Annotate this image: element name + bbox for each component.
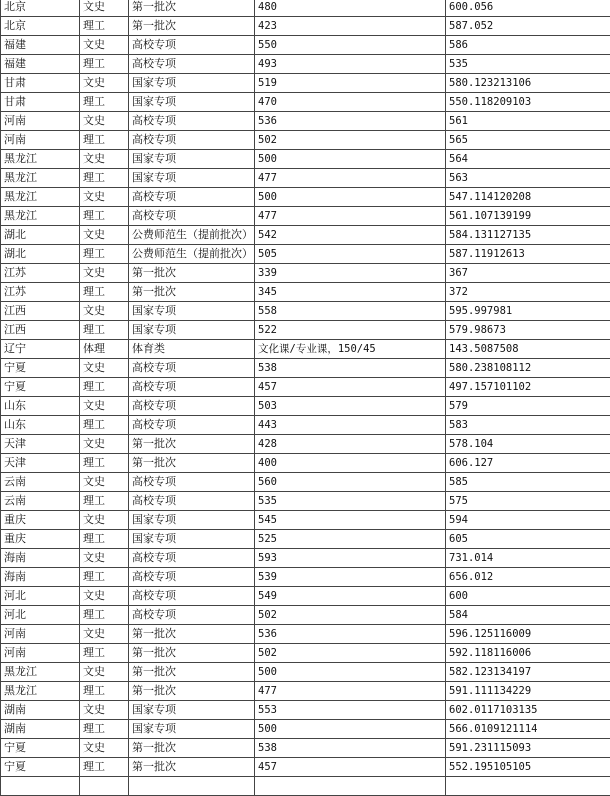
province-cell: 山东: [1, 397, 80, 416]
province-cell: 福建: [1, 55, 80, 74]
table-row: [1, 359, 610, 378]
subject-cell: 理工: [80, 758, 129, 777]
score-cell: 552.195105105: [446, 758, 610, 777]
control-line-cell: 535: [255, 492, 446, 511]
subject-cell: 文史: [80, 264, 129, 283]
table-row: [1, 492, 610, 511]
province-cell: 黑龙江: [1, 188, 80, 207]
score-cell: 585: [446, 473, 610, 492]
control-line-cell: 502: [255, 131, 446, 150]
province-cell: 黑龙江: [1, 207, 80, 226]
province-cell: 海南: [1, 549, 80, 568]
control-line-cell: 558: [255, 302, 446, 321]
control-line-cell: 文化课/专业课，150/45: [255, 340, 446, 359]
score-cell: 561.107139199: [446, 207, 610, 226]
batch-cell: 国家专项: [129, 169, 255, 188]
subject-cell: 文史: [80, 302, 129, 321]
subject-cell: 理工: [80, 644, 129, 663]
batch-cell: 国家专项: [129, 150, 255, 169]
subject-cell: 理工: [80, 131, 129, 150]
table-row: [1, 435, 610, 454]
score-cell: 561: [446, 112, 610, 131]
score-cell: 594: [446, 511, 610, 530]
control-line-cell: 477: [255, 169, 446, 188]
batch-cell: 高校专项: [129, 549, 255, 568]
control-line-cell: 519: [255, 74, 446, 93]
control-line-cell: 400: [255, 454, 446, 473]
subject-cell: 文史: [80, 112, 129, 131]
table-row: [1, 511, 610, 530]
province-cell: 湖北: [1, 226, 80, 245]
batch-cell: 第一批次: [129, 283, 255, 302]
subject-cell: 理工: [80, 93, 129, 112]
control-line-cell: 502: [255, 644, 446, 663]
control-line-cell: 480: [255, 0, 446, 17]
score-cell: 367: [446, 264, 610, 283]
province-cell: 黑龙江: [1, 150, 80, 169]
control-line-cell: 550: [255, 36, 446, 55]
score-cell: 595.997981: [446, 302, 610, 321]
table-row: [1, 302, 610, 321]
control-line-cell: 500: [255, 663, 446, 682]
table-row: [1, 701, 610, 720]
batch-cell: 第一批次: [129, 264, 255, 283]
control-line-cell: 522: [255, 321, 446, 340]
subject-cell: 理工: [80, 454, 129, 473]
table-row: [1, 112, 610, 131]
province-cell: 重庆: [1, 530, 80, 549]
province-cell: 黑龙江: [1, 169, 80, 188]
table-row: [1, 397, 610, 416]
subject-cell: 理工: [80, 169, 129, 188]
table-row: [1, 74, 610, 93]
subject-cell: 文史: [80, 397, 129, 416]
control-line-cell: 536: [255, 625, 446, 644]
control-line-cell: 470: [255, 93, 446, 112]
table-row: [1, 283, 610, 302]
control-line-cell: 503: [255, 397, 446, 416]
table-row: [1, 587, 610, 606]
table-row: [1, 264, 610, 283]
table-row: [1, 758, 610, 777]
score-cell: 565: [446, 131, 610, 150]
control-line-cell: 423: [255, 17, 446, 36]
table-row: [1, 625, 610, 644]
score-cell: 602.0117103135: [446, 701, 610, 720]
batch-cell: 高校专项: [129, 378, 255, 397]
control-line-cell: 477: [255, 682, 446, 701]
score-cell: 592.118116006: [446, 644, 610, 663]
table-row: [1, 416, 610, 435]
control-line-cell: 500: [255, 188, 446, 207]
control-line-cell: 542: [255, 226, 446, 245]
province-cell: 海南: [1, 568, 80, 587]
batch-cell: 高校专项: [129, 188, 255, 207]
subject-cell: 文史: [80, 150, 129, 169]
table-row: [1, 549, 610, 568]
subject-cell: 理工: [80, 682, 129, 701]
batch-cell: 高校专项: [129, 36, 255, 55]
score-cell: 497.157101102: [446, 378, 610, 397]
table-row: [1, 739, 610, 758]
score-cell: 587.052: [446, 17, 610, 36]
score-cell: 547.114120208: [446, 188, 610, 207]
batch-cell: 第一批次: [129, 454, 255, 473]
control-line-cell: 538: [255, 739, 446, 758]
batch-cell: 高校专项: [129, 606, 255, 625]
subject-cell: 文史: [80, 435, 129, 454]
subject-cell: 文史: [80, 701, 129, 720]
control-line-cell: 593: [255, 549, 446, 568]
subject-cell: 文史: [80, 587, 129, 606]
table-row: [1, 473, 610, 492]
province-cell: 云南: [1, 492, 80, 511]
batch-cell: 国家专项: [129, 321, 255, 340]
score-cell: [446, 777, 610, 796]
province-cell: 宁夏: [1, 378, 80, 397]
batch-cell: 第一批次: [129, 17, 255, 36]
batch-cell: 第一批次: [129, 625, 255, 644]
table-row: [1, 682, 610, 701]
control-line-cell: 457: [255, 378, 446, 397]
score-cell: 566.0109121114: [446, 720, 610, 739]
batch-cell: 第一批次: [129, 435, 255, 454]
score-cell: 606.127: [446, 454, 610, 473]
subject-cell: 理工: [80, 720, 129, 739]
table-row: [1, 454, 610, 473]
control-line-cell: 457: [255, 758, 446, 777]
score-cell: 579.98673: [446, 321, 610, 340]
batch-cell: 国家专项: [129, 530, 255, 549]
score-cell: 605: [446, 530, 610, 549]
score-cell: 550.118209103: [446, 93, 610, 112]
table-row: [1, 606, 610, 625]
table-row: [1, 131, 610, 150]
table-row: [1, 568, 610, 587]
province-cell: 云南: [1, 473, 80, 492]
subject-cell: 文史: [80, 226, 129, 245]
control-line-cell: 525: [255, 530, 446, 549]
score-cell: 587.11912613: [446, 245, 610, 264]
control-line-cell: 553: [255, 701, 446, 720]
subject-cell: 文史: [80, 511, 129, 530]
province-cell: 天津: [1, 454, 80, 473]
batch-cell: 国家专项: [129, 74, 255, 93]
subject-cell: 文史: [80, 36, 129, 55]
batch-cell: 高校专项: [129, 397, 255, 416]
batch-cell: 国家专项: [129, 302, 255, 321]
control-line-cell: 493: [255, 55, 446, 74]
score-cell: 579: [446, 397, 610, 416]
subject-cell: 理工: [80, 207, 129, 226]
table-row: [1, 169, 610, 188]
province-cell: 黑龙江: [1, 682, 80, 701]
batch-cell: 第一批次: [129, 663, 255, 682]
batch-cell: 第一批次: [129, 758, 255, 777]
control-line-cell: 536: [255, 112, 446, 131]
control-line-cell: 443: [255, 416, 446, 435]
province-cell: 江西: [1, 302, 80, 321]
batch-cell: 体育类: [129, 340, 255, 359]
province-cell: 宁夏: [1, 739, 80, 758]
score-cell: 535: [446, 55, 610, 74]
province-cell: 北京: [1, 0, 80, 17]
score-cell: 372: [446, 283, 610, 302]
province-cell: 河北: [1, 606, 80, 625]
province-cell: 北京: [1, 17, 80, 36]
control-line-cell: 505: [255, 245, 446, 264]
subject-cell: 理工: [80, 492, 129, 511]
score-cell: 564: [446, 150, 610, 169]
score-cell: 586: [446, 36, 610, 55]
batch-cell: 第一批次: [129, 739, 255, 758]
subject-cell: 理工: [80, 55, 129, 74]
score-cell: 583: [446, 416, 610, 435]
batch-cell: 国家专项: [129, 511, 255, 530]
score-cell: 582.123134197: [446, 663, 610, 682]
batch-cell: 高校专项: [129, 359, 255, 378]
control-line-cell: 345: [255, 283, 446, 302]
subject-cell: 理工: [80, 606, 129, 625]
score-table-body: [1, 0, 610, 796]
province-cell: 河北: [1, 587, 80, 606]
batch-cell: 高校专项: [129, 568, 255, 587]
batch-cell: 国家专项: [129, 720, 255, 739]
score-cell: 591.111134229: [446, 682, 610, 701]
score-cell: 600.056: [446, 0, 610, 17]
batch-cell: 公费师范生（提前批次）: [129, 226, 255, 245]
subject-cell: 理工: [80, 416, 129, 435]
control-line-cell: 500: [255, 150, 446, 169]
score-cell: 596.125116009: [446, 625, 610, 644]
subject-cell: 文史: [80, 74, 129, 93]
batch-cell: 国家专项: [129, 701, 255, 720]
province-cell: 重庆: [1, 511, 80, 530]
score-cell: 584.131127135: [446, 226, 610, 245]
batch-cell: 高校专项: [129, 131, 255, 150]
province-cell: 湖南: [1, 701, 80, 720]
province-cell: 河南: [1, 112, 80, 131]
province-cell: 宁夏: [1, 758, 80, 777]
subject-cell: 文史: [80, 473, 129, 492]
batch-cell: 第一批次: [129, 644, 255, 663]
batch-cell: 第一批次: [129, 682, 255, 701]
province-cell: 河南: [1, 644, 80, 663]
table-row: [1, 207, 610, 226]
province-cell: 江苏: [1, 283, 80, 302]
province-cell: 山东: [1, 416, 80, 435]
subject-cell: 文史: [80, 625, 129, 644]
subject-cell: 理工: [80, 530, 129, 549]
table-row: [1, 644, 610, 663]
province-cell: 江苏: [1, 264, 80, 283]
table-row: [1, 0, 610, 17]
table-row: [1, 36, 610, 55]
subject-cell: 文史: [80, 188, 129, 207]
table-row: [1, 777, 610, 796]
score-cell: 731.014: [446, 549, 610, 568]
control-line-cell: 428: [255, 435, 446, 454]
province-cell: 黑龙江: [1, 663, 80, 682]
subject-cell: 文史: [80, 359, 129, 378]
subject-cell: 理工: [80, 245, 129, 264]
subject-cell: 理工: [80, 17, 129, 36]
subject-cell: 文史: [80, 663, 129, 682]
province-cell: 河南: [1, 625, 80, 644]
control-line-cell: 502: [255, 606, 446, 625]
batch-cell: 高校专项: [129, 492, 255, 511]
score-cell: 580.238108112: [446, 359, 610, 378]
control-line-cell: 560: [255, 473, 446, 492]
batch-cell: 高校专项: [129, 416, 255, 435]
control-line-cell: 339: [255, 264, 446, 283]
batch-cell: 国家专项: [129, 93, 255, 112]
province-cell: 甘肃: [1, 93, 80, 112]
table-row: [1, 720, 610, 739]
table-row: [1, 150, 610, 169]
subject-cell: [80, 777, 129, 796]
batch-cell: 高校专项: [129, 112, 255, 131]
score-cell: 563: [446, 169, 610, 188]
batch-cell: 高校专项: [129, 587, 255, 606]
subject-cell: 理工: [80, 568, 129, 587]
province-cell: 宁夏: [1, 359, 80, 378]
table-row: [1, 93, 610, 112]
score-cell: 143.5087508: [446, 340, 610, 359]
subject-cell: 文史: [80, 549, 129, 568]
province-cell: 福建: [1, 36, 80, 55]
table-row: [1, 530, 610, 549]
table-row: [1, 245, 610, 264]
table-row: [1, 340, 610, 359]
table-row: [1, 17, 610, 36]
subject-cell: 文史: [80, 0, 129, 17]
batch-cell: 高校专项: [129, 55, 255, 74]
control-line-cell: 539: [255, 568, 446, 587]
batch-cell: 高校专项: [129, 473, 255, 492]
control-line-cell: 545: [255, 511, 446, 530]
province-cell: 甘肃: [1, 74, 80, 93]
subject-cell: 理工: [80, 283, 129, 302]
control-line-cell: 549: [255, 587, 446, 606]
control-line-cell: 538: [255, 359, 446, 378]
score-cell: 580.123213106: [446, 74, 610, 93]
table-row: [1, 55, 610, 74]
province-cell: 江西: [1, 321, 80, 340]
control-line-cell: [255, 777, 446, 796]
score-cell: 578.104: [446, 435, 610, 454]
table-row: [1, 226, 610, 245]
subject-cell: 理工: [80, 321, 129, 340]
score-cell: 600: [446, 587, 610, 606]
table-row: [1, 188, 610, 207]
province-cell: 河南: [1, 131, 80, 150]
score-cell: 656.012: [446, 568, 610, 587]
control-line-cell: 500: [255, 720, 446, 739]
subject-cell: 理工: [80, 378, 129, 397]
table-row: [1, 321, 610, 340]
province-cell: [1, 777, 80, 796]
province-cell: 辽宁: [1, 340, 80, 359]
table-row: [1, 378, 610, 397]
batch-cell: 高校专项: [129, 207, 255, 226]
province-cell: 湖北: [1, 245, 80, 264]
subject-cell: 文史: [80, 739, 129, 758]
batch-cell: 第一批次: [129, 0, 255, 17]
score-cell: 575: [446, 492, 610, 511]
province-cell: 湖南: [1, 720, 80, 739]
province-cell: 天津: [1, 435, 80, 454]
subject-cell: 体理: [80, 340, 129, 359]
table-row: [1, 663, 610, 682]
control-line-cell: 477: [255, 207, 446, 226]
score-cell: 591.231115093: [446, 739, 610, 758]
batch-cell: [129, 777, 255, 796]
batch-cell: 公费师范生（提前批次）: [129, 245, 255, 264]
score-cell: 584: [446, 606, 610, 625]
